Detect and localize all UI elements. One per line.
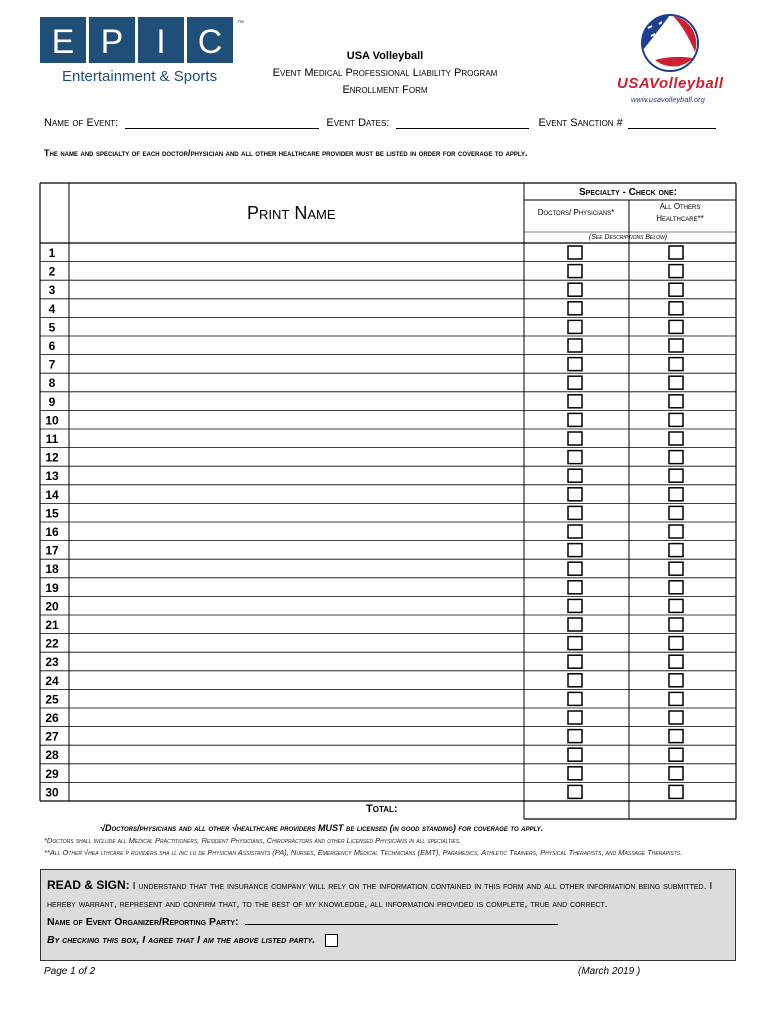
event-dates-label: Event Dates: bbox=[326, 117, 390, 129]
doctor-checkbox[interactable] bbox=[568, 376, 582, 389]
doctor-checkbox[interactable] bbox=[568, 618, 582, 631]
doctor-checkbox[interactable] bbox=[568, 432, 582, 445]
print-name-field[interactable] bbox=[70, 467, 523, 484]
footnote-others: **All Other √hea lthcare p roviders sha ll inc lu de Physician Assistants (PA), Nurses, Emergency Medical Technicians (EMT), Paramedics, Athletic Trainers, Physical Therapists, and Massage Therapists. bbox=[44, 848, 683, 857]
doctor-checkbox[interactable] bbox=[568, 785, 582, 798]
table-rows bbox=[45, 244, 735, 818]
sign-statement: I understand that the insurance company will rely on the information contained in this form and all other information being submitted. I hereby warrant, represent and confirm that, to the best of my knowledge, all information provided is complete, true and correct. bbox=[47, 880, 713, 910]
other-healthcare-checkbox[interactable] bbox=[669, 785, 683, 798]
doctor-checkbox[interactable] bbox=[568, 469, 582, 482]
print-name-field[interactable] bbox=[70, 430, 523, 447]
confirm-checkbox[interactable] bbox=[325, 934, 338, 947]
other-healthcare-checkbox[interactable] bbox=[669, 302, 683, 315]
other-healthcare-checkbox[interactable] bbox=[669, 655, 683, 668]
usav-url: www.usavolleyball.org bbox=[631, 95, 705, 104]
usav-wordmark: USAVolleyball bbox=[617, 75, 723, 92]
other-healthcare-checkbox[interactable] bbox=[669, 562, 683, 575]
other-healthcare-checkbox[interactable] bbox=[669, 674, 683, 687]
other-healthcare-checkbox[interactable] bbox=[669, 618, 683, 631]
print-name-field[interactable] bbox=[70, 318, 523, 335]
print-name-field[interactable] bbox=[70, 504, 523, 521]
doctor-checkbox[interactable] bbox=[568, 320, 582, 333]
form-date: (March 2019 ) bbox=[578, 966, 641, 977]
page-number: Page 1 of 2 bbox=[44, 966, 96, 977]
row-number: 4 bbox=[48, 301, 56, 316]
footnote-doctors: *Doctors shall include all Medical Practitioners, Resident Physicians, Chiropractors and other Licensed Physicians in all specialties. bbox=[44, 836, 462, 845]
row-number: 22 bbox=[45, 636, 59, 651]
doctor-checkbox[interactable] bbox=[568, 525, 582, 538]
doctor-checkbox[interactable] bbox=[568, 246, 582, 259]
print-name-field[interactable] bbox=[70, 486, 523, 503]
epic-letter: I bbox=[156, 23, 166, 61]
doctor-checkbox[interactable] bbox=[568, 562, 582, 575]
print-name-header: Print Name bbox=[247, 203, 336, 223]
other-healthcare-checkbox[interactable] bbox=[669, 283, 683, 296]
other-healthcare-checkbox[interactable] bbox=[669, 339, 683, 352]
title-line-3: Enrollment Form bbox=[342, 84, 428, 96]
other-healthcare-checkbox[interactable] bbox=[669, 432, 683, 445]
other-healthcare-checkbox[interactable] bbox=[669, 599, 683, 612]
doctor-checkbox[interactable] bbox=[568, 488, 582, 501]
sign-lead: READ & SIGN: bbox=[47, 878, 130, 892]
epic-letter: P bbox=[100, 23, 124, 61]
doctor-checkbox[interactable] bbox=[568, 395, 582, 408]
row-number: 28 bbox=[45, 748, 59, 763]
epic-letter: C bbox=[197, 23, 223, 61]
doctor-checkbox[interactable] bbox=[568, 358, 582, 371]
doctor-checkbox[interactable] bbox=[568, 748, 582, 761]
row-number: 2 bbox=[48, 264, 56, 279]
print-name-field[interactable] bbox=[70, 449, 523, 466]
total-doctors-field[interactable] bbox=[525, 802, 628, 818]
print-name-field[interactable] bbox=[70, 560, 523, 577]
doctor-checkbox[interactable] bbox=[568, 637, 582, 650]
print-name-field[interactable] bbox=[70, 374, 523, 391]
row-number: 26 bbox=[45, 711, 59, 725]
read-and-sign-box bbox=[40, 869, 736, 961]
row-number: 6 bbox=[48, 339, 56, 353]
other-healthcare-checkbox[interactable] bbox=[669, 488, 683, 501]
print-name-field[interactable] bbox=[70, 263, 523, 280]
other-healthcare-checkbox[interactable] bbox=[669, 506, 683, 519]
coverage-notice: The name and specialty of each doctor/physician and all other healthcare provider must be listed in order for coverage to apply. bbox=[44, 148, 528, 158]
row-number: 30 bbox=[45, 785, 59, 800]
row-number: 21 bbox=[45, 618, 59, 632]
row-number: 12 bbox=[45, 450, 59, 465]
specialty-header: Specialty - Check one: bbox=[579, 187, 677, 198]
print-name-field[interactable] bbox=[70, 393, 523, 410]
row-number: 8 bbox=[48, 376, 56, 391]
print-name-field[interactable] bbox=[70, 728, 523, 745]
doctor-checkbox[interactable] bbox=[568, 506, 582, 519]
other-healthcare-checkbox[interactable] bbox=[669, 358, 683, 371]
others-column-header-line2: Healthcare** bbox=[656, 214, 704, 223]
other-healthcare-checkbox[interactable] bbox=[669, 376, 683, 389]
doctor-checkbox[interactable] bbox=[568, 265, 582, 278]
organizer-field[interactable] bbox=[245, 914, 558, 925]
doctor-checkbox[interactable] bbox=[568, 655, 582, 668]
epic-tm: ™ bbox=[237, 20, 244, 27]
doctors-column-header: Doctors/ Physicians* bbox=[537, 208, 615, 217]
other-healthcare-checkbox[interactable] bbox=[669, 525, 683, 538]
row-number: 15 bbox=[45, 506, 59, 521]
confirm-label: By checking this box, I agree that I am the above listed party. bbox=[47, 934, 316, 946]
doctor-checkbox[interactable] bbox=[568, 692, 582, 705]
print-name-field[interactable] bbox=[70, 653, 523, 670]
licensing-note: √Doctors/physicians and all other √healthcare providers MUST be licensed (in good standing) for coverage to apply. bbox=[100, 823, 544, 833]
doctor-checkbox[interactable] bbox=[568, 283, 582, 296]
row-number: 14 bbox=[45, 487, 59, 502]
print-name-field[interactable] bbox=[70, 709, 523, 726]
event-name-label: Name of Event: bbox=[44, 117, 119, 129]
epic-tagline: Entertainment & Sports bbox=[62, 68, 218, 85]
print-name-field[interactable] bbox=[70, 635, 523, 652]
print-name-field[interactable] bbox=[70, 244, 523, 261]
print-name-field[interactable] bbox=[70, 337, 523, 354]
doctor-checkbox[interactable] bbox=[568, 674, 582, 687]
row-number: 1 bbox=[48, 246, 56, 260]
doctor-checkbox[interactable] bbox=[568, 730, 582, 743]
doctor-checkbox[interactable] bbox=[568, 339, 582, 352]
row-number: 17 bbox=[45, 543, 59, 558]
row-number: 16 bbox=[45, 525, 59, 539]
row-number: 9 bbox=[48, 394, 56, 409]
other-healthcare-checkbox[interactable] bbox=[669, 246, 683, 259]
row-number: 3 bbox=[48, 283, 56, 298]
organizer-row bbox=[47, 913, 729, 931]
total-others-field[interactable] bbox=[630, 802, 735, 818]
row-number: 10 bbox=[45, 413, 59, 428]
other-healthcare-checkbox[interactable] bbox=[669, 320, 683, 333]
event-sanction-label: Event Sanction # bbox=[538, 117, 623, 129]
row-number: 19 bbox=[45, 580, 59, 595]
doctor-checkbox[interactable] bbox=[568, 302, 582, 315]
row-number: 27 bbox=[45, 729, 59, 744]
print-name-field[interactable] bbox=[70, 281, 523, 298]
other-healthcare-checkbox[interactable] bbox=[669, 265, 683, 278]
row-number: 24 bbox=[45, 673, 59, 688]
doctor-checkbox[interactable] bbox=[568, 544, 582, 557]
row-number: 18 bbox=[45, 562, 59, 577]
row-number: 25 bbox=[45, 692, 59, 707]
doctor-checkbox[interactable] bbox=[568, 767, 582, 780]
doctor-checkbox[interactable] bbox=[568, 711, 582, 724]
confirm-row bbox=[47, 931, 729, 949]
others-column-header-line1: All Others bbox=[659, 202, 701, 211]
other-healthcare-checkbox[interactable] bbox=[669, 730, 683, 743]
print-name-field[interactable] bbox=[70, 746, 523, 763]
row-number: 5 bbox=[48, 320, 56, 335]
row-number: 23 bbox=[45, 655, 59, 670]
row-number: 20 bbox=[45, 599, 59, 614]
doctor-checkbox[interactable] bbox=[568, 413, 582, 426]
other-healthcare-checkbox[interactable] bbox=[669, 637, 683, 650]
print-name-field[interactable] bbox=[70, 672, 523, 689]
print-name-field[interactable] bbox=[70, 616, 523, 633]
doctor-checkbox[interactable] bbox=[568, 451, 582, 464]
other-healthcare-checkbox[interactable] bbox=[669, 748, 683, 761]
other-healthcare-checkbox[interactable] bbox=[669, 767, 683, 780]
other-healthcare-checkbox[interactable] bbox=[669, 692, 683, 705]
print-name-field[interactable] bbox=[70, 411, 523, 428]
other-healthcare-checkbox[interactable] bbox=[669, 469, 683, 482]
row-number: 11 bbox=[45, 432, 59, 446]
row-number: 7 bbox=[48, 357, 56, 372]
print-name-field[interactable] bbox=[70, 783, 523, 800]
other-healthcare-checkbox[interactable] bbox=[669, 711, 683, 724]
doctor-checkbox[interactable] bbox=[568, 599, 582, 612]
epic-letter: E bbox=[51, 23, 75, 61]
print-name-field[interactable] bbox=[70, 579, 523, 596]
title-line-1: USA Volleyball bbox=[346, 50, 424, 62]
print-name-field[interactable] bbox=[70, 765, 523, 782]
other-healthcare-checkbox[interactable] bbox=[669, 395, 683, 408]
print-name-field[interactable] bbox=[70, 690, 523, 707]
doctor-checkbox[interactable] bbox=[568, 581, 582, 594]
total-label: Total: bbox=[366, 803, 398, 815]
see-descriptions-note: (See Descriptions Below) bbox=[588, 234, 668, 241]
print-name-field[interactable] bbox=[70, 300, 523, 317]
organizer-label: Name of Event Organizer/Reporting Party: bbox=[47, 916, 239, 928]
other-healthcare-checkbox[interactable] bbox=[669, 581, 683, 594]
title-line-2: Event Medical Professional Liability Program bbox=[272, 67, 498, 79]
print-name-field[interactable] bbox=[70, 597, 523, 614]
other-healthcare-checkbox[interactable] bbox=[669, 544, 683, 557]
row-number: 13 bbox=[45, 469, 59, 484]
print-name-field[interactable] bbox=[70, 356, 523, 373]
print-name-field[interactable] bbox=[70, 542, 523, 559]
other-healthcare-checkbox[interactable] bbox=[669, 451, 683, 464]
row-number: 29 bbox=[45, 766, 59, 781]
other-healthcare-checkbox[interactable] bbox=[669, 413, 683, 426]
print-name-field[interactable] bbox=[70, 523, 523, 540]
